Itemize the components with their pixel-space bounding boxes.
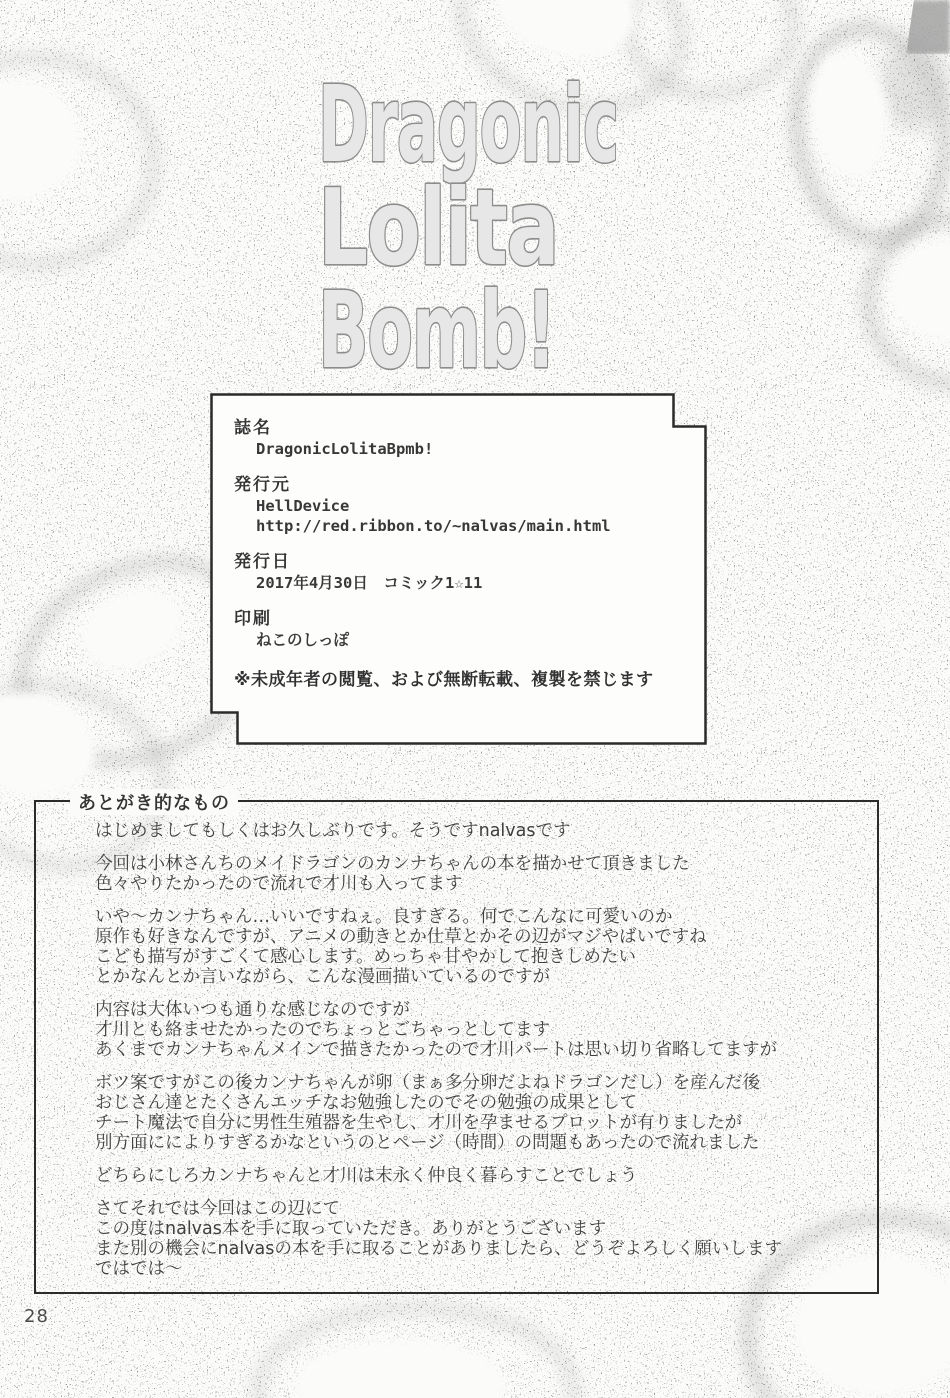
afterword-box	[34, 793, 879, 1294]
afterword-paragraph	[95, 1199, 863, 1279]
afterword-paragraph	[95, 907, 863, 987]
afterword-line: さてそれでは今回はこの辺にて	[95, 1199, 340, 1219]
field-label: 発行日	[234, 552, 291, 572]
afterword-line: あくまでカンナちゃんメインで描きたかったので才川パートは思い切り省略してますが	[95, 1040, 778, 1060]
afterword-line: 才川とも絡ませたかったのでちょっとごちゃっとしてます	[95, 1020, 550, 1040]
afterword-line: ボツ案ですがこの後カンナちゃんが卵（まぁ多分卵だよねドラゴンだし）を産んだ後	[95, 1073, 760, 1093]
colophon-field	[234, 474, 693, 536]
afterword-line: 内容は大体いつも通りな感じなのですが	[95, 1000, 410, 1020]
afterword-line: おじさん達とたくさんエッチなお勉強したのでその勉強の成果として	[95, 1093, 638, 1113]
scan-corner-shadow	[906, 0, 950, 54]
colophon-content	[234, 417, 693, 690]
afterword-line: 別方面にによりすぎるかなというのとページ（時間）の問題もあったので流れました	[95, 1133, 760, 1153]
colophon-fields	[234, 417, 693, 650]
afterword-line: チート魔法で自分に男性生殖器を生やし、才川を孕ませるプロットが有りましたが	[95, 1113, 743, 1133]
field-value: 2017年4月30日 コミック1☆11	[256, 574, 483, 592]
afterword-line: どちらにしろカンナちゃんと才川は末永く仲良く暮らすことでしょう	[95, 1166, 638, 1186]
field-label: 発行元	[234, 475, 291, 495]
afterword-line: また別の機会にnalvasの本を手に取ることがありましたら、どうぞよろしく願いします	[95, 1239, 782, 1259]
field-label: 印刷	[234, 609, 272, 629]
afterword-title: あとがき的なもの	[70, 789, 238, 815]
page-number: 28	[24, 1306, 49, 1327]
afterword-paragraph	[95, 1000, 863, 1060]
title-block	[318, 58, 658, 392]
afterword-paragraph	[95, 1166, 863, 1186]
afterword-line: 原作も好きなんですが、アニメの動きとか仕草とかその辺がマジやばいですね	[95, 927, 707, 947]
afterword-line: 色々やりたかったので流れで才川も入ってます	[95, 874, 463, 894]
field-value: ねこのしっぽ	[256, 631, 350, 649]
afterword-paragraph	[95, 1073, 863, 1153]
title-line-3: Bomb!	[318, 270, 555, 392]
afterword-line: とかなんとか言いながら、こんな漫画描いているのですが	[95, 967, 550, 987]
afterword-paragraph	[95, 854, 863, 894]
title-line-2: Lolita	[318, 167, 558, 289]
afterword-line: こども描写がすごくて感心します。めっちゃ甘やかして抱きしめたい	[95, 947, 636, 967]
afterword-line: はじめましてもしくはお久しぶりです。そうですnalvasです	[95, 821, 571, 841]
colophon-field	[234, 551, 693, 593]
title-line-1: Dragonic	[318, 64, 618, 186]
afterword-line: ではでは～	[95, 1259, 183, 1279]
afterword-line: いや～カンナちゃん…いいですねぇ。良すぎる。何でこんなに可愛いのか	[95, 907, 673, 927]
field-value: DragonicLolitaBpmb!	[256, 440, 434, 458]
field-label: 誌名	[234, 418, 272, 438]
afterword-line: 今回は小林さんちのメイドラゴンのカンナちゃんの本を描かせて頂きました	[95, 854, 690, 874]
afterword-paragraph	[95, 821, 863, 841]
field-value: HellDevice	[256, 497, 350, 515]
colophon-field	[234, 417, 693, 459]
afterword-body	[36, 802, 877, 1279]
afterword-line: この度はnalvas本を手に取っていただき。ありがとうございます	[95, 1219, 607, 1239]
colophon-notice: ※未成年者の閲覧、および無断転載、複製を禁じます	[234, 670, 654, 690]
colophon-field	[234, 608, 693, 650]
colophon-box	[210, 393, 707, 745]
field-value: http://red.ribbon.to/~nalvas/main.html	[256, 517, 611, 535]
